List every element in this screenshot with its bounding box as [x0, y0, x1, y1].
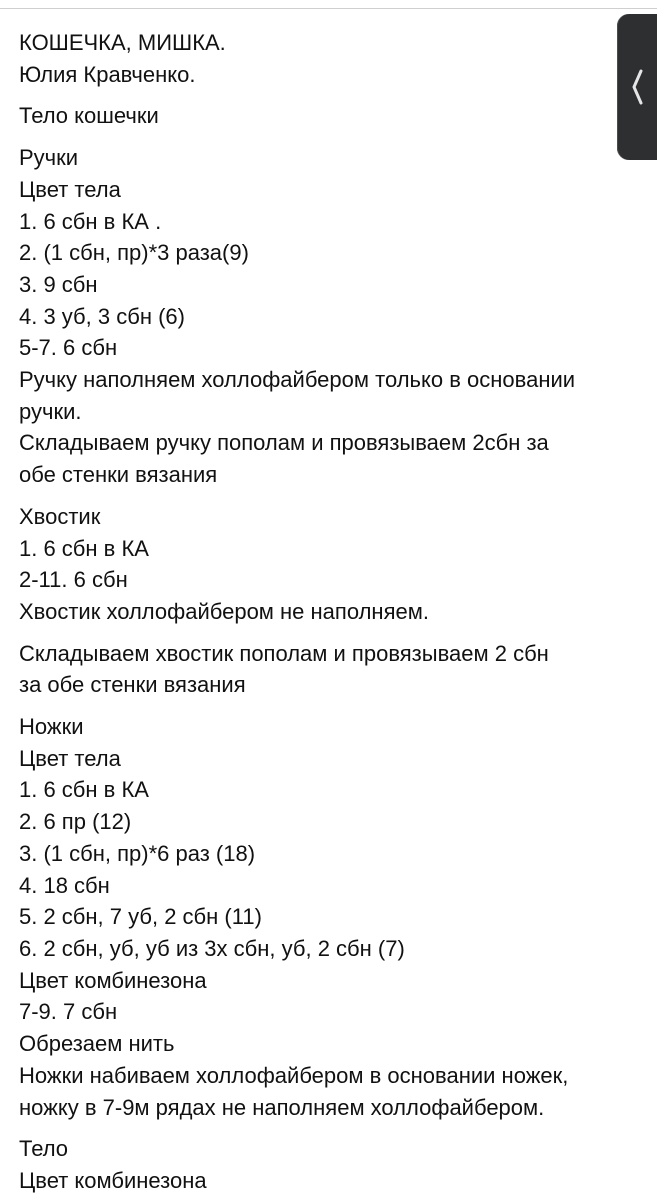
side-panel-tab[interactable]: [617, 14, 657, 160]
text-line: Ручки: [19, 145, 79, 171]
section-arms: [19, 142, 619, 491]
text-line: Складываем хвостик пополам и провязываем 2 сбн: [19, 640, 549, 666]
text-line: 1. 6 сбн в КА: [19, 777, 149, 803]
text-line: 2. 6 пр (12): [19, 809, 132, 835]
text-line: 7-9. 7 сбн: [19, 999, 118, 1025]
text-line: обе стенки вязания: [19, 462, 218, 488]
text-line: Хвостик холлофайбером не наполняем.: [19, 598, 429, 624]
text-line: ручки.: [19, 398, 82, 424]
author-line: Юлия Кравченко.: [19, 61, 196, 87]
section-tail: [19, 501, 619, 628]
text-line: 2-11. 6 сбн: [19, 567, 128, 593]
text-line: 1. 6 сбн в КА .: [19, 208, 162, 234]
text-line: 4. 18 сбн: [19, 872, 110, 898]
text-line: за обе стенки вязания: [19, 672, 246, 698]
text-line: 2. (1 сбн, пр)*3 раза(9): [19, 240, 249, 266]
text-line: Цвет комбинезона: [19, 967, 207, 993]
text-line: 5-7. 6 сбн: [19, 335, 118, 361]
chevron-left-icon: [630, 68, 644, 106]
text-line: ножку в 7-9м рядах не наполняем холлофайбером.: [19, 1094, 545, 1120]
section-tail-fold: [19, 638, 619, 701]
pattern-text: [19, 27, 619, 1200]
text-line: 1. 6 сбн в КА: [19, 535, 149, 561]
text-line: 4. 3 уб, 3 сбн (6): [19, 303, 185, 329]
section-body-heading: [19, 100, 619, 132]
text-line: 6. 2 сбн, уб, уб из 3х сбн, уб, 2 сбн (7): [19, 935, 405, 961]
text-line: Складываем ручку пополам и провязываем 2сбн за: [19, 430, 549, 456]
text-line: Обрезаем нить: [19, 1031, 175, 1057]
section-body: [19, 1133, 619, 1196]
heading-line: Тело кошечки: [19, 103, 159, 129]
section-title: [19, 27, 619, 90]
text-line: Цвет комбинезона: [19, 1167, 207, 1193]
top-divider: [0, 8, 657, 9]
text-line: Ножки: [19, 714, 84, 740]
text-line: 3. (1 сбн, пр)*6 раз (18): [19, 840, 256, 866]
text-line: Цвет тела: [19, 745, 121, 771]
text-line: Тело: [19, 1136, 69, 1162]
title-line: КОШЕЧКА, МИШКА.: [19, 30, 226, 55]
section-legs: [19, 711, 619, 1123]
text-line: Ручку наполняем холлофайбером только в основании: [19, 367, 576, 393]
text-line: Цвет тела: [19, 176, 121, 202]
text-line: Хвостик: [19, 503, 101, 529]
text-line: 3. 9 сбн: [19, 271, 98, 297]
text-line: Ножки набиваем холлофайбером в основании ножек,: [19, 1062, 569, 1088]
text-line: 5. 2 сбн, 7 уб, 2 сбн (11): [19, 904, 262, 930]
